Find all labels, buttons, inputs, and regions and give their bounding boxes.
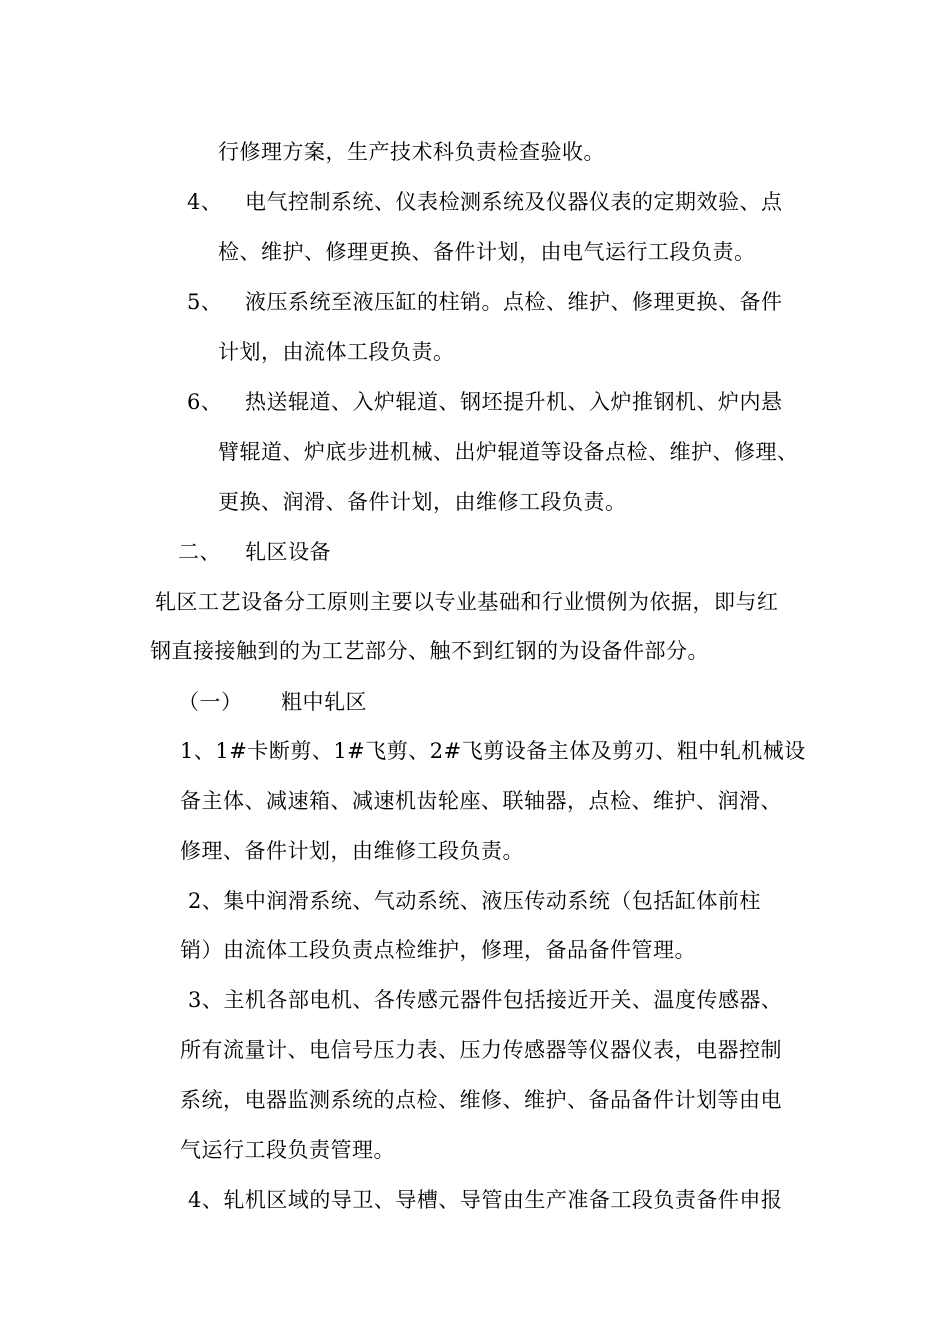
paragraph-line <box>180 935 696 965</box>
paragraph-line <box>180 836 524 866</box>
line-text: 所有流量计、电信号压力表、压力传感器等仪器仪表，电器控制 <box>180 1038 782 1062</box>
line-text: 电气控制系统、仪表检测系统及仪器仪表的定期效验、点 <box>245 190 783 214</box>
paragraph-line <box>218 487 627 517</box>
paragraph-line <box>218 237 756 267</box>
line-text: 系统，电器监测系统的点检、维修、维护、备品备件计划等由电 <box>180 1088 782 1112</box>
line-text: 销）由流体工段负责点检维护，修理，备品备件管理。 <box>180 938 696 962</box>
section-number: 二、 <box>178 540 221 564</box>
subsection-number: （一） <box>178 690 243 714</box>
paragraph-line <box>188 1185 782 1215</box>
line-text: 备主体、减速箱、减速机齿轮座、联轴器，点检、维护、润滑、 <box>180 789 782 813</box>
line-text: 液压系统至液压缸的柱销。点检、维护、修理更换、备件 <box>245 290 783 314</box>
line-text: 轧区工艺设备分工原则主要以专业基础和行业惯例为依据，即与红 <box>155 590 779 614</box>
line-text: 检、维护、修理更换、备件计划，由电气运行工段负责。 <box>218 240 756 264</box>
line-text: 4、轧机区域的导卫、导槽、导管由生产准备工段负责备件申报 <box>188 1188 783 1212</box>
section-heading <box>178 537 331 567</box>
paragraph-line <box>188 985 782 1015</box>
line-text: 钢直接接触到的为工艺部分、触不到红钢的为设备件部分。 <box>150 639 709 663</box>
paragraph-line <box>180 1035 782 1065</box>
list-item-line <box>187 387 783 417</box>
list-number: 4、 <box>187 190 223 214</box>
paragraph-line <box>155 587 779 617</box>
paragraph-line <box>150 636 709 666</box>
line-text: 更换、润滑、备件计划，由维修工段负责。 <box>218 490 627 514</box>
line-text: 气运行工段负责管理。 <box>180 1138 395 1162</box>
subsection-title: 粗中轧区 <box>281 690 367 714</box>
paragraph-line <box>218 437 799 467</box>
line-text: 修理、备件计划，由维修工段负责。 <box>180 839 524 863</box>
list-item-line <box>187 187 783 217</box>
list-item-line <box>187 287 783 317</box>
list-number: 5、 <box>187 290 223 314</box>
paragraph-line <box>180 1085 782 1115</box>
line-text: 热送辊道、入炉辊道、钢坯提升机、入炉推钢机、炉内悬 <box>245 390 783 414</box>
paragraph-line <box>180 1135 395 1165</box>
line-text: 计划，由流体工段负责。 <box>218 340 455 364</box>
paragraph-line <box>180 786 782 816</box>
paragraph-line <box>188 886 761 916</box>
paragraph-line <box>218 337 455 367</box>
paragraph-line <box>180 736 806 766</box>
subsection-heading <box>178 687 367 717</box>
line-text: 2、集中润滑系统、气动系统、液压传动系统（包括缸体前柱 <box>188 889 761 913</box>
section-title: 轧区设备 <box>245 540 331 564</box>
list-number: 6、 <box>187 390 223 414</box>
line-text: 行修理方案，生产技术科负责检查验收。 <box>218 140 605 164</box>
line-text: 臂辊道、炉底步进机械、出炉辊道等设备点检、维护、修理、 <box>218 440 799 464</box>
line-text: 1、1#卡断剪、1#飞剪、2#飞剪设备主体及剪刃、粗中轧机械设 <box>180 739 806 763</box>
paragraph-line <box>218 137 605 167</box>
line-text: 3、主机各部电机、各传感元器件包括接近开关、温度传感器、 <box>188 988 783 1012</box>
